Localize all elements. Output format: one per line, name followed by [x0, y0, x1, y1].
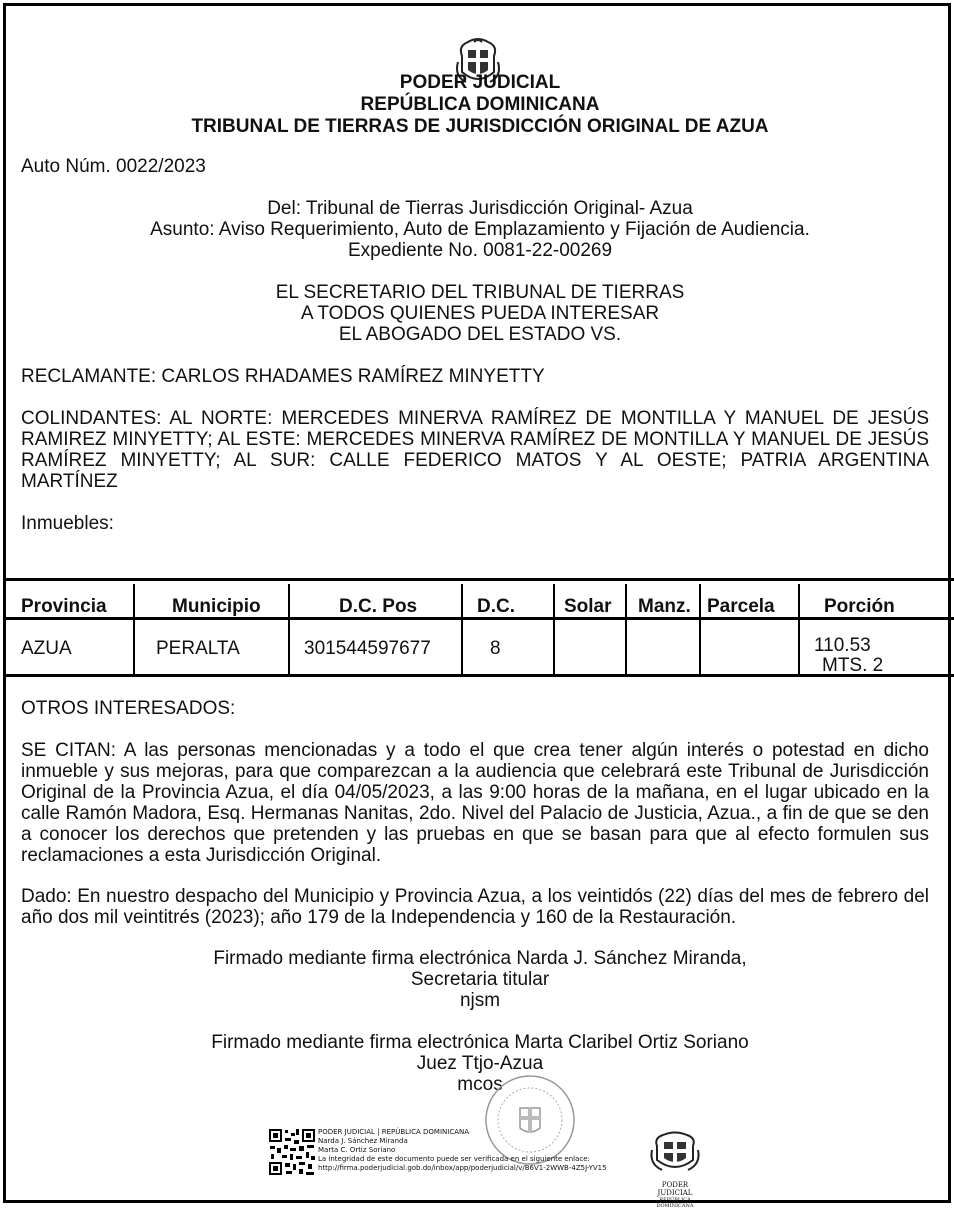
header-line-2: REPÚBLICA DOMINICANA [360, 94, 600, 115]
table-col-divider [699, 584, 701, 677]
se-citan-paragraph: SE CITAN: A las personas mencionadas y a todo el que crea tener algún interés o potestad en dicho inmueble y sus mejoras, para que comparezcan a la audiencia que celebrará este Tribunal de Jurisdicción Original de la Provincia Azua, el día 04/05/2023, a las 9:00 horas de la mañana, en el lugar ubicado en la calle Ramón Madora, Esq. Hermanas Nanitas, 2do. Nivel del Palacio de Justicia, Azua., a fin de que se den a conocer los derechos que pretenden y las pruebas en que se basan para que al efecto formulen sus reclamaciones a esta Jurisdicción Original. [21, 740, 929, 866]
table-col-divider [133, 584, 135, 677]
table-top-border [6, 578, 954, 581]
cell-dc-pos: 301544597677 [304, 638, 431, 659]
firma2-line-1: Firmado mediante firma electrónica Marta Claribel Ortiz Soriano [211, 1032, 749, 1053]
table-bottom-border [6, 674, 954, 677]
inmuebles-label: Inmuebles: [21, 513, 114, 534]
footer-line-3: Marta C. Ortiz Soriano [318, 1146, 396, 1154]
footer-line-1: PODER JUDICIAL | REPÚBLICA DOMINICANA [318, 1128, 470, 1136]
colindantes: COLINDANTES: AL NORTE: MERCEDES MINERVA RAMÍREZ DE MONTILLA Y MANUEL DE JESÚS RAMIREZ MINYETTY; AL ESTE: MERCEDES MINERVA RAMÍREZ DE MONTILLA Y MANUEL DE JESÚS RAMÍREZ MINYETTY; AL SUR: CALLE FEDERICO MATOS Y AL OESTE; PATRIA ARGENTINA MARTÍNEZ [21, 408, 929, 492]
document-frame [3, 3, 951, 1209]
qr-code-icon[interactable] [268, 1128, 316, 1176]
secretario-line: EL SECRETARIO DEL TRIBUNAL DE TIERRAS [275, 282, 685, 303]
header-line-3: TRIBUNAL DE TIERRAS DE JURISDICCIÓN ORIGINAL DE AZUA [191, 116, 769, 137]
cell-porcion [814, 636, 883, 676]
firma1-line-2: Secretaria titular [410, 969, 550, 990]
firma1-line-3: njsm [459, 990, 501, 1011]
header-line-1: PODER JUDICIAL [399, 72, 561, 93]
auto-number: Auto Núm. 0022/2023 [21, 156, 206, 177]
firma2-line-2: Juez Ttjo-Azua [416, 1053, 544, 1074]
col-header-municipio: Municipio [172, 596, 261, 617]
col-header-dc: D.C. [477, 596, 515, 617]
footer-line-4: La integridad de este documento puede ser verificada en el siguiente enlace: [318, 1155, 590, 1163]
signature-footer-text [318, 1128, 648, 1173]
electronic-signature-footer [268, 1126, 708, 1196]
asunto-line: Asunto: Aviso Requerimiento, Auto de Emplazamiento y Fijación de Audiencia. [150, 219, 810, 240]
col-header-dc-pos: D.C. Pos [339, 596, 418, 617]
cell-porcion-unit: MTS. 2 [822, 655, 884, 676]
table-col-divider [798, 584, 800, 677]
otros-interesados: OTROS INTERESADOS: [21, 698, 236, 719]
col-header-parcela: Parcela [707, 596, 775, 617]
firma2-line-3: mcos [457, 1074, 503, 1095]
table-col-divider [625, 584, 627, 677]
coat-of-arms-icon [646, 1130, 704, 1176]
firma1-line-1: Firmado mediante firma electrónica Narda J. Sánchez Miranda, [213, 948, 747, 969]
cell-provincia: AZUA [21, 638, 72, 659]
footer-line-2: Narda J. Sánchez Miranda [318, 1137, 408, 1145]
cell-dc: 8 [490, 638, 501, 659]
table-col-divider [553, 584, 555, 677]
footer-verification-link[interactable]: http://firma.poderjudicial.gob.do/inbox/app/poderjudicial/v/B6V1-2WWB-4Z5J-YV15 [318, 1164, 607, 1172]
logo-caption-2: REPÚBLICA DOMINICANA [656, 1197, 694, 1209]
col-header-provincia: Provincia [21, 596, 107, 617]
abogado-line: EL ABOGADO DEL ESTADO VS. [338, 324, 622, 345]
logo-caption-1: PODER JUDICIAL [657, 1181, 693, 1197]
poder-judicial-logo [646, 1130, 704, 1209]
dado-paragraph: Dado: En nuestro despacho del Municipio y Provincia Azua, a los veintidós (22) días del mes de febrero del año dos mil veintitrés (2023); año 179 de la Independencia y 160 de la Restauración. [21, 886, 929, 928]
interesar-line: A TODOS QUIENES PUEDA INTERESAR [300, 303, 660, 324]
col-header-manz: Manz. [638, 596, 691, 617]
expediente-line: Expediente No. 0081-22-00269 [347, 240, 613, 261]
cell-municipio: PERALTA [156, 638, 240, 659]
del-line: Del: Tribunal de Tierras Jurisdicción Original- Azua [267, 198, 693, 219]
table-col-divider [288, 584, 290, 677]
col-header-porcion: Porción [824, 596, 895, 617]
reclamante: RECLAMANTE: CARLOS RHADAMES RAMÍREZ MINYETTY [21, 366, 545, 387]
table-col-divider [461, 584, 463, 677]
col-header-solar: Solar [564, 596, 612, 617]
cell-porcion-value: 110.53 [814, 635, 871, 656]
